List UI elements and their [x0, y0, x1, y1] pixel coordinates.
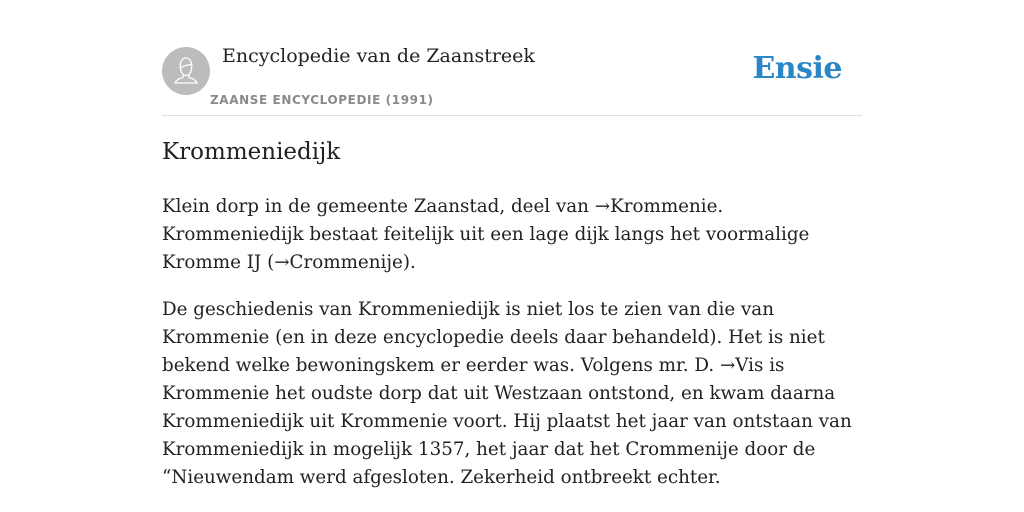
- source-header: [162, 40, 862, 116]
- article-title: Krommeniedijk: [162, 139, 341, 165]
- source-subtitle: ZAANSE ENCYCLOPEDIE (1991): [210, 93, 434, 107]
- article-paragraph: Klein dorp in de gemeente Zaanstad, deel van →Krommenie. Krommeniedijk bestaat feitelijk uit een lage dijk langs het voormalige Kromme IJ (→Crommenije).: [162, 196, 810, 273]
- user-icon: [162, 47, 210, 95]
- avatar[interactable]: [162, 47, 210, 95]
- brand-logo[interactable]: Ensie: [752, 51, 842, 86]
- article-paragraph: De geschiedenis van Krommeniedijk is niet los te zien van die van Krommenie (en in deze encyclopedie deels daar behandeld). Het is niet bekend welke bewoningskem er eerder was. Volgens mr. D. →Vis is Krommenie het oudste dorp dat uit Westzaan ontstond, en kwam daarna Krommeniedijk uit Krommenie voort. Hij plaatst het jaar van ontstaan van Krommeniedijk in mogelijk 1357, het jaar dat het Crommenije door de “Nieuwendam werd afgesloten. Zekerheid ontbreekt echter.: [162, 299, 852, 488]
- source-name[interactable]: Encyclopedie van de Zaanstreek: [222, 45, 535, 67]
- article-body: [162, 193, 862, 511]
